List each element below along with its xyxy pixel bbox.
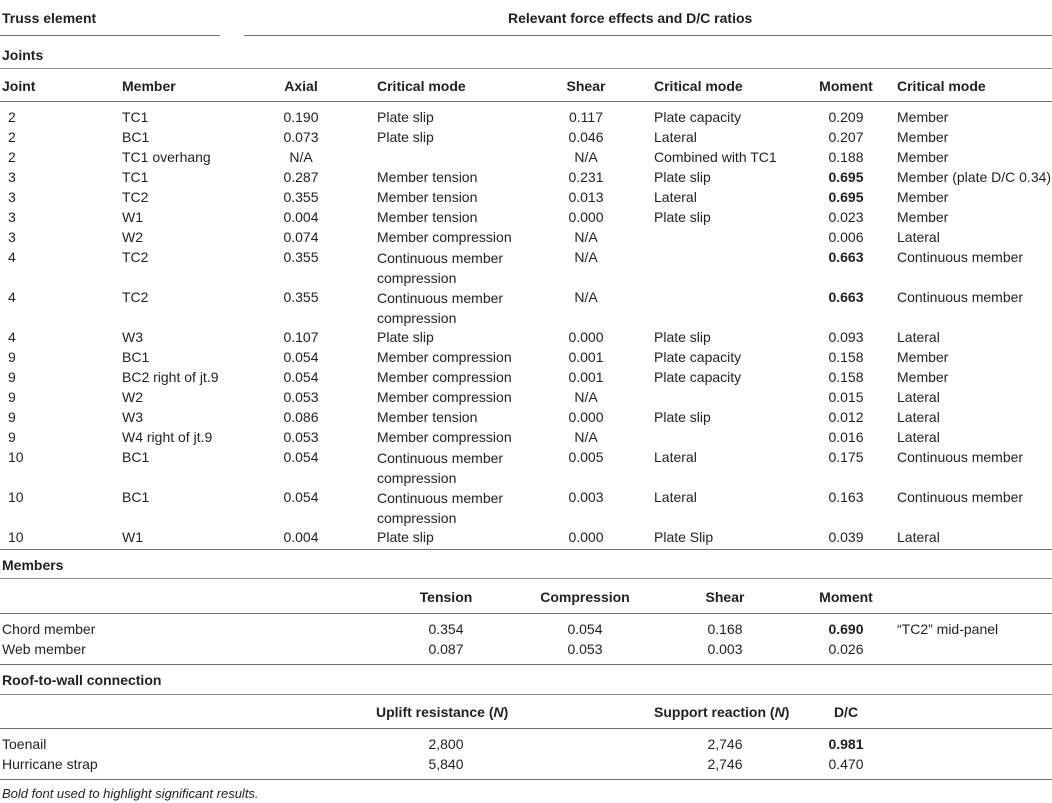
cell-shear: 0.001 — [568, 369, 604, 385]
cell-joint: 9 — [8, 389, 16, 405]
col-moment: Moment — [819, 78, 873, 94]
cell-moment: 0.006 — [828, 229, 864, 245]
cell-member: W4 right of jt.9 — [122, 429, 213, 445]
cell-shear: 0.003 — [568, 489, 604, 505]
table-row — [0, 148, 1052, 168]
table-row — [0, 755, 1052, 775]
col-support-reaction — [654, 703, 789, 721]
cell-mode3: Member — [897, 209, 949, 225]
table-row — [0, 328, 1052, 348]
cell-shear: N/A — [574, 249, 598, 265]
col-joint: Joint — [2, 78, 36, 94]
cell-mode1: Plate slip — [377, 529, 434, 545]
col-axial: Axial — [284, 78, 318, 94]
cell-mode2: Lateral — [654, 189, 697, 205]
cell-moment: 0.188 — [828, 149, 864, 165]
cell-moment: 0.023 — [828, 209, 864, 225]
col-uplift-resistance — [376, 703, 508, 721]
rule — [0, 694, 1052, 695]
cell-moment: 0.207 — [828, 129, 864, 145]
uplift-label: Uplift resistance ( — [376, 704, 494, 720]
cell-axial: 0.287 — [283, 169, 319, 185]
table-row — [0, 188, 1052, 208]
cell-support: 2,746 — [707, 756, 743, 772]
cell-moment: 0.163 — [828, 489, 864, 505]
cell-compression: 0.054 — [567, 621, 603, 637]
cell-mode2: Plate slip — [654, 409, 711, 425]
cell-axial: 0.054 — [283, 349, 319, 365]
cell-shear: 0.000 — [568, 529, 604, 545]
cell-uplift: 5,840 — [428, 756, 464, 772]
table-row — [0, 288, 1052, 328]
table-row — [0, 388, 1052, 408]
cell-joint: 2 — [8, 129, 16, 145]
cell-axial: 0.004 — [283, 209, 319, 225]
table-row — [0, 488, 1052, 528]
cell-member-name: Web member — [2, 641, 86, 657]
cell-uplift: 2,800 — [428, 736, 464, 752]
cell-member: W3 — [122, 329, 143, 345]
cell-moment: 0.012 — [828, 409, 864, 425]
cell-moment: 0.175 — [828, 449, 864, 465]
cell-mode2: Combined with TC1 — [654, 149, 777, 165]
cell-joint: 10 — [8, 449, 24, 465]
cell-mode2: Plate Slip — [654, 529, 714, 545]
cell-axial: 0.053 — [283, 429, 319, 445]
cell-mode1: Continuous member compression — [377, 250, 504, 286]
header-truss-element: Truss element — [2, 10, 97, 26]
col-members-shear: Shear — [705, 589, 745, 605]
cell-mode1: Member compression — [377, 229, 512, 245]
col-critical-mode-1: Critical mode — [377, 78, 466, 94]
cell-member: BC1 — [122, 349, 150, 365]
cell-axial: 0.073 — [283, 129, 319, 145]
cell-joint: 10 — [8, 529, 24, 545]
cell-mode3: Lateral — [897, 429, 940, 445]
uplift-close: ) — [503, 704, 509, 720]
cell-mode2: Plate slip — [654, 209, 711, 225]
cell-moment: 0.663 — [828, 249, 864, 265]
cell-mode1: Plate slip — [377, 129, 434, 145]
cell-shear: N/A — [574, 389, 598, 405]
col-member: Member — [122, 78, 176, 94]
col-critical-mode-2: Critical mode — [654, 78, 743, 94]
cell-mode3: Member — [897, 149, 949, 165]
cell-mode3: Continuous member — [897, 249, 1024, 265]
cell-axial: 0.054 — [283, 449, 319, 465]
cell-moment: 0.663 — [828, 289, 864, 305]
cell-mode3: Continuous member — [897, 449, 1024, 465]
cell-mode1: Continuous member compression — [377, 490, 504, 526]
cell-mode1: Member compression — [377, 369, 512, 385]
cell-member: W2 — [122, 229, 143, 245]
cell-member: BC1 — [122, 129, 150, 145]
cell-member-name: Chord member — [2, 621, 96, 637]
cell-moment: 0.026 — [828, 641, 864, 657]
table-row — [0, 168, 1052, 188]
rule — [0, 613, 1052, 614]
cell-axial: 0.053 — [283, 389, 319, 405]
cell-moment: 0.695 — [828, 169, 864, 185]
header-relevant-force-effects: Relevant force effects and D/C ratios — [508, 10, 753, 26]
header-rule-left — [0, 35, 220, 36]
cell-mode3: Member — [897, 189, 949, 205]
cell-moment: 0.695 — [828, 189, 864, 205]
support-unit: N — [774, 704, 785, 720]
cell-moment: 0.690 — [828, 621, 864, 637]
cell-member: TC2 — [122, 249, 149, 265]
table-row — [0, 108, 1052, 128]
cell-connection-name: Hurricane strap — [2, 756, 98, 772]
cell-mode2: Lateral — [654, 449, 697, 465]
table-row — [0, 248, 1052, 288]
cell-joint: 2 — [8, 109, 16, 125]
cell-member: TC2 — [122, 289, 149, 305]
cell-axial: 0.355 — [283, 249, 319, 265]
cell-axial: 0.074 — [283, 229, 319, 245]
cell-shear: 0.000 — [568, 209, 604, 225]
cell-mode1: Member compression — [377, 429, 512, 445]
table-row — [0, 448, 1052, 488]
section-joints-title: Joints — [2, 47, 44, 63]
cell-mode2: Lateral — [654, 489, 697, 505]
cell-axial: 0.054 — [283, 369, 319, 385]
cell-member: BC1 — [122, 489, 150, 505]
support-label: Support reaction ( — [654, 704, 775, 720]
cell-moment: 0.093 — [828, 329, 864, 345]
cell-moment: 0.039 — [828, 529, 864, 545]
cell-joint: 9 — [8, 409, 16, 425]
cell-mode3: Member — [897, 109, 949, 125]
cell-joint: 9 — [8, 369, 16, 385]
cell-mode1: Member tension — [377, 169, 478, 185]
cell-member: BC1 — [122, 449, 150, 465]
cell-mode2: Plate capacity — [654, 369, 742, 385]
cell-member: W2 — [122, 389, 143, 405]
cell-shear: 0.005 — [568, 449, 604, 465]
table-row — [0, 528, 1052, 548]
cell-shear: N/A — [574, 289, 598, 305]
cell-mode3: Member — [897, 129, 949, 145]
cell-shear: N/A — [574, 229, 598, 245]
uplift-unit: N — [493, 704, 504, 720]
cell-shear: 0.117 — [569, 109, 603, 125]
table-row — [0, 208, 1052, 228]
cell-shear: 0.003 — [707, 641, 743, 657]
cell-axial: 0.355 — [283, 189, 319, 205]
cell-dc: 0.981 — [828, 736, 864, 752]
rule — [0, 779, 1052, 780]
header-rule-right — [244, 35, 1052, 36]
cell-shear: N/A — [574, 429, 598, 445]
cell-axial: 0.107 — [283, 329, 319, 345]
cell-member: TC2 — [122, 189, 149, 205]
table-row — [0, 368, 1052, 388]
cell-joint: 9 — [8, 349, 16, 365]
cell-support: 2,746 — [707, 736, 743, 752]
cell-shear: 0.000 — [568, 329, 604, 345]
cell-tension: 0.354 — [428, 621, 464, 637]
cell-shear: 0.168 — [707, 621, 743, 637]
cell-mode3: Lateral — [897, 389, 940, 405]
rule — [0, 549, 1052, 550]
cell-mode3: Lateral — [897, 529, 940, 545]
cell-moment: 0.158 — [828, 369, 864, 385]
cell-compression: 0.053 — [567, 641, 603, 657]
table-row — [0, 735, 1052, 755]
rule — [0, 101, 1052, 102]
rule — [0, 578, 1052, 579]
cell-joint: 3 — [8, 209, 16, 225]
table-row — [0, 128, 1052, 148]
cell-joint: 4 — [8, 329, 16, 345]
cell-member: W1 — [122, 529, 143, 545]
cell-mode3: Lateral — [897, 229, 940, 245]
rule — [0, 728, 1052, 729]
col-dc: D/C — [833, 704, 859, 720]
cell-shear: 0.013 — [568, 189, 604, 205]
cell-mode1: Plate slip — [377, 109, 434, 125]
footnote: Bold font used to highlight significant results. — [2, 786, 259, 801]
table-row — [0, 428, 1052, 448]
cell-mode3: Member — [897, 369, 949, 385]
cell-mode3: Continuous member — [897, 489, 1024, 505]
cell-moment: 0.016 — [828, 429, 864, 445]
cell-mode2: Plate capacity — [654, 109, 742, 125]
cell-mode3: Member (plate D/C 0.34) — [897, 169, 1052, 185]
section-roof-title: Roof-to-wall connection — [2, 672, 162, 688]
cell-shear: 0.001 — [568, 349, 604, 365]
cell-axial: 0.190 — [283, 109, 319, 125]
cell-mode1: Member tension — [377, 189, 478, 205]
cell-mode1: Continuous member compression — [377, 290, 504, 326]
rule — [0, 664, 1052, 665]
col-tension: Tension — [419, 589, 473, 605]
cell-member: BC2 right of jt.9 — [122, 369, 219, 385]
cell-axial: N/A — [289, 149, 313, 165]
section-members-title: Members — [2, 557, 64, 573]
rule — [0, 68, 1052, 69]
table-row — [0, 620, 1052, 640]
cell-axial: 0.054 — [283, 489, 319, 505]
cell-mode3: Lateral — [897, 409, 940, 425]
cell-mode1: Member tension — [377, 409, 478, 425]
cell-tension: 0.087 — [428, 641, 464, 657]
table-row — [0, 348, 1052, 368]
cell-shear: N/A — [574, 149, 598, 165]
cell-mode2: Plate slip — [654, 169, 711, 185]
cell-joint: 3 — [8, 169, 16, 185]
cell-joint: 3 — [8, 189, 16, 205]
cell-axial: 0.355 — [283, 289, 319, 305]
cell-joint: 10 — [8, 489, 24, 505]
cell-mode1: Member compression — [377, 349, 512, 365]
cell-mode1: Plate slip — [377, 329, 434, 345]
cell-member: W1 — [122, 209, 143, 225]
cell-axial: 0.004 — [283, 529, 319, 545]
cell-dc: 0.470 — [828, 756, 864, 772]
cell-joint: 9 — [8, 429, 16, 445]
cell-member: TC1 — [122, 109, 149, 125]
cell-member: W3 — [122, 409, 143, 425]
col-critical-mode-3: Critical mode — [897, 78, 986, 94]
cell-mode3: Continuous member — [897, 289, 1024, 305]
cell-moment: 0.015 — [828, 389, 864, 405]
cell-moment: 0.158 — [828, 349, 864, 365]
cell-mode2: Lateral — [654, 129, 697, 145]
cell-joint: 4 — [8, 249, 16, 265]
cell-joint: 4 — [8, 289, 16, 305]
table-row — [0, 640, 1052, 660]
support-close: ) — [784, 704, 790, 720]
cell-member: TC1 overhang — [122, 149, 211, 165]
cell-mode1: Member compression — [377, 389, 512, 405]
cell-axial: 0.086 — [283, 409, 319, 425]
cell-shear: 0.046 — [568, 129, 604, 145]
cell-moment: 0.209 — [828, 109, 864, 125]
col-shear: Shear — [566, 78, 606, 94]
cell-joint: 2 — [8, 149, 16, 165]
cell-mode2: Plate slip — [654, 329, 711, 345]
cell-mode1: Member tension — [377, 209, 478, 225]
cell-connection-name: Toenail — [2, 736, 47, 752]
cell-shear: 0.000 — [568, 409, 604, 425]
col-members-moment: Moment — [819, 589, 873, 605]
cell-mode2: Plate capacity — [654, 349, 742, 365]
col-compression: Compression — [540, 589, 630, 605]
table-row — [0, 408, 1052, 428]
cell-shear: 0.231 — [568, 169, 604, 185]
cell-mode3: Member — [897, 349, 949, 365]
cell-mode1: Continuous member compression — [377, 450, 504, 486]
cell-note: “TC2” mid-panel — [897, 621, 999, 637]
cell-mode3: Lateral — [897, 329, 940, 345]
cell-member: TC1 — [122, 169, 149, 185]
cell-joint: 3 — [8, 229, 16, 245]
table-row — [0, 228, 1052, 248]
